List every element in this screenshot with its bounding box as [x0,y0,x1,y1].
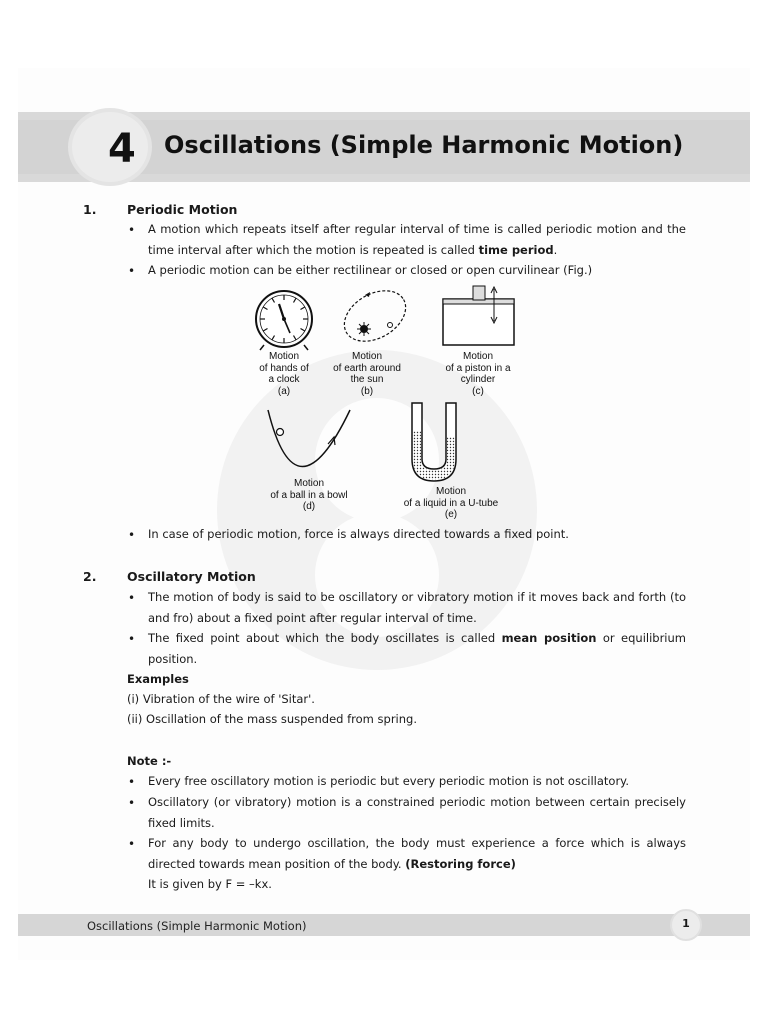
section-2-bullet-2: The fixed point about which the body oscillates is called mean position or equilibrium position. [148,631,686,666]
caption-d: Motion of a ball in a bowl (d) [270,478,348,512]
section-1-number: 1. [83,202,97,217]
bullet-icon: • [128,775,136,789]
section-2-number: 2. [83,569,97,584]
bullet-icon: • [128,837,136,851]
page-title: Oscillations (Simple Harmonic Motion) [164,131,684,159]
restoring-force-formula: It is given by F = –kx. [148,877,272,891]
caption-a: Motion of hands of a clock (a) [259,351,309,397]
section-1-bullet-1: A motion which repeats itself after regular interval of time is called periodic motion and the time interval after which the motion is repeated is called time period. [148,222,686,257]
caption-b: Motion of earth around the sun (b) [333,351,401,397]
chapter-number: 4 [108,126,136,172]
example-2: (ii) Oscillation of the mass suspended from spring. [127,712,417,726]
footer-title: Oscillations (Simple Harmonic Motion) [87,919,307,933]
note-heading: Note :- [127,754,172,768]
ball-bowl-figure [266,408,352,472]
u-tube-figure [410,401,458,483]
section-1-bullet-3: In case of periodic motion, force is always directed towards a fixed point. [148,527,569,541]
section-1-heading: Periodic Motion [127,202,238,217]
section-2-heading: Oscillatory Motion [127,569,256,584]
bullet-icon: • [128,223,136,237]
bullet-icon: • [128,528,136,542]
bullet-icon: • [128,264,136,278]
bullet-icon: • [128,796,136,810]
page-number: 1 [682,917,690,930]
earth-orbit-figure [338,285,412,347]
example-1: (i) Vibration of the wire of 'Sitar'. [127,692,315,706]
piston-figure [442,285,516,347]
note-1: Every free oscillatory motion is periodic but every periodic motion is not oscillatory. [148,774,629,788]
bullet-icon: • [128,632,136,646]
note-2: Oscillatory (or vibratory) motion is a constrained periodic motion between certain precisely fixed limits. [148,795,686,830]
section-1-bullet-2: A periodic motion can be either rectilinear or closed or open curvilinear (Fig.) [148,263,593,277]
caption-c: Motion of a piston in a cylinder (c) [445,351,511,397]
section-2-bullet-1: The motion of body is said to be oscillatory or vibratory motion if it moves back and forth (to and fro) about a fixed point after regular interval of time. [148,590,686,625]
clock-figure [254,289,314,351]
note-3: For any body to undergo oscillation, the body must experience a force which is always directed towards mean position of the body. (Restoring force) [148,836,686,871]
examples-heading: Examples [127,672,189,686]
bullet-icon: • [128,591,136,605]
caption-e: Motion of a liquid in a U-tube (e) [403,486,499,520]
